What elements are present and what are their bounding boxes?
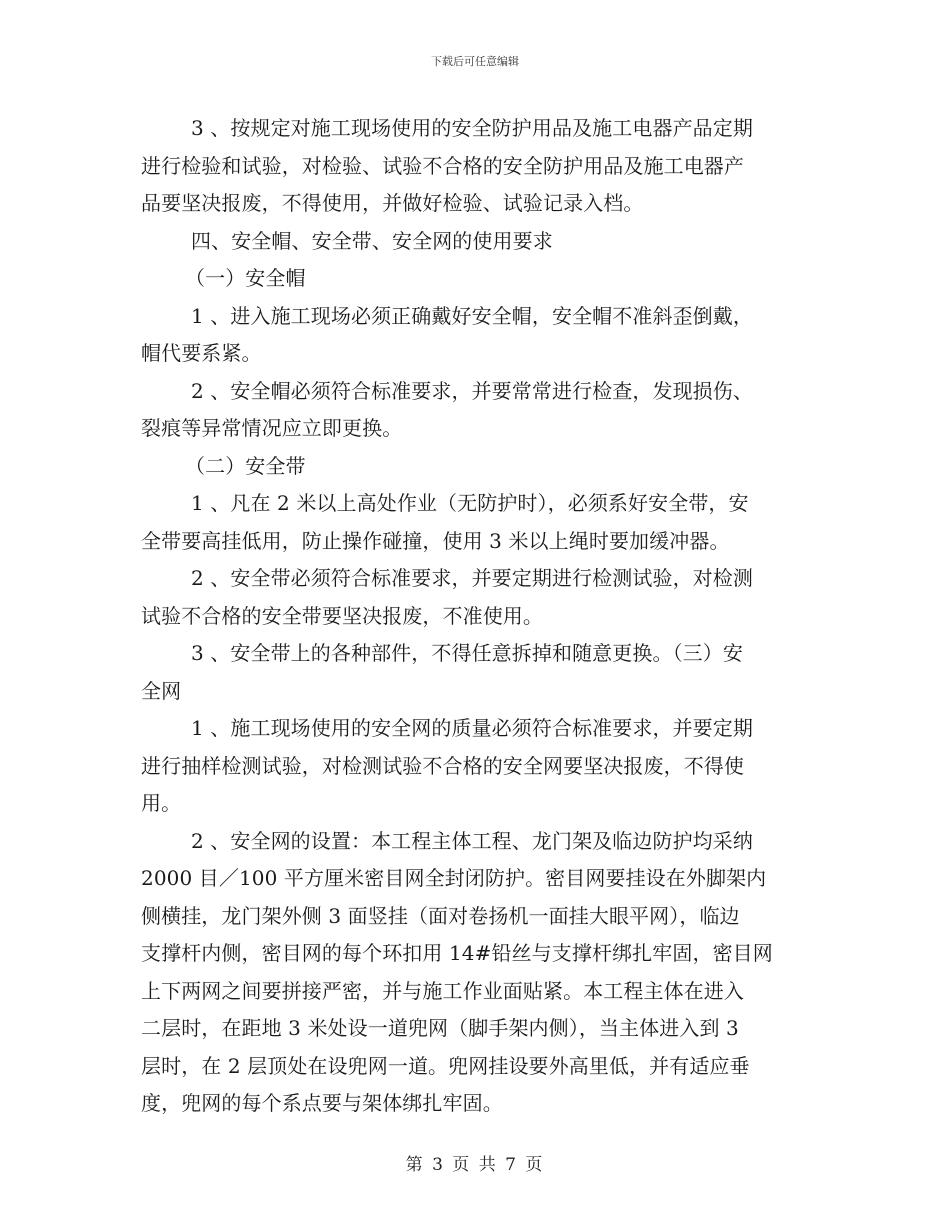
paragraph-line: 侧横挂，龙门架外侧 3 面竖挂（面对卷扬机一面挂大眼平网），临边 [141, 903, 740, 928]
paragraph-line: 3 、按规定对施工现场使用的安全防护用品及施工电器产品定期 [191, 116, 753, 140]
paragraph-line: 2 、安全网的设置：本工程主体工程、龙门架及临边防护均采纳 [191, 828, 753, 853]
paragraph-line: 3 、安全带上的各种部件，不得任意拆掉和随意更换。（三）安 [191, 641, 743, 665]
paragraph-line: 进行检验和试验，对检验、试验不合格的安全防护用品及施工电器产 [141, 153, 744, 178]
paragraph-line: 上下两网之间要拼接严密，并与施工作业面贴紧。本工程主体在进入 [141, 978, 744, 1003]
paragraph-line: 帽代要系紧。 [141, 341, 262, 365]
paragraph-line: 度，兜网的每个系点要与架体绑扎牢固。 [141, 1091, 503, 1115]
paragraph-line: 层时，在 2 层顶处在设兜网一道。兜网挂设要外高里低，并有适应垂 [141, 1053, 750, 1078]
paragraph-line: 1 、施工现场使用的安全网的质量必须符合标准要求，并要定期 [191, 716, 753, 740]
document-body [141, 110, 809, 1123]
paragraph-line: 全带要高挂低用，防止操作碰撞，使用 3 米以上绳时要加缓冲器。 [141, 528, 730, 553]
paragraph-line: 全网 [141, 678, 182, 703]
section-heading: 四、安全帽、安全带、安全网的使用要求 [191, 228, 553, 253]
subsection-heading: （二）安全带 [185, 453, 306, 478]
paragraph-line: 品要坚决报废，不得使用，并做好检验、试验记录入档。 [141, 191, 644, 215]
paragraph-line: 1 、凡在 2 米以上高处作业（无防护时），必须系好安全带，安 [191, 491, 749, 515]
subsection-heading: （一）安全帽 [185, 266, 306, 290]
page-number: 第 3 页 共 7 页 [405, 1155, 545, 1175]
paragraph-line: 进行抽样检测试验，对检测试验不合格的安全网要坚决报废，不得使 [141, 753, 744, 778]
paragraph-line: 二层时，在距地 3 米处设一道兜网（脚手架内侧），当主体进入到 3 [141, 1016, 739, 1040]
paragraph-line: 裂痕等异常情况应立即更换。 [141, 416, 403, 440]
paragraph-line: 1 、进入施工现场必须正确戴好安全帽，安全帽不准斜歪倒戴， [191, 303, 753, 328]
paragraph-line: 用。 [141, 791, 182, 815]
paragraph-line: 试验不合格的安全带要坚决报废，不准使用。 [141, 603, 543, 628]
header-note: 下载后可任意编辑 [431, 55, 519, 68]
paragraph-line: 2 、安全带必须符合标准要求，并要定期进行检测试验，对检测 [191, 566, 753, 590]
paragraph-line: 2 、安全帽必须符合标准要求，并要常常进行检查，发现损伤、 [191, 378, 753, 403]
paragraph-line: 2000 目／100 平方厘米密目网全封闭防护。密目网要挂设在外脚架内 [141, 866, 767, 890]
paragraph-line: 支撑杆内侧，密目网的每个环扣用 14#铅丝与支撑杆绑扎牢固，密目网 [141, 941, 773, 965]
